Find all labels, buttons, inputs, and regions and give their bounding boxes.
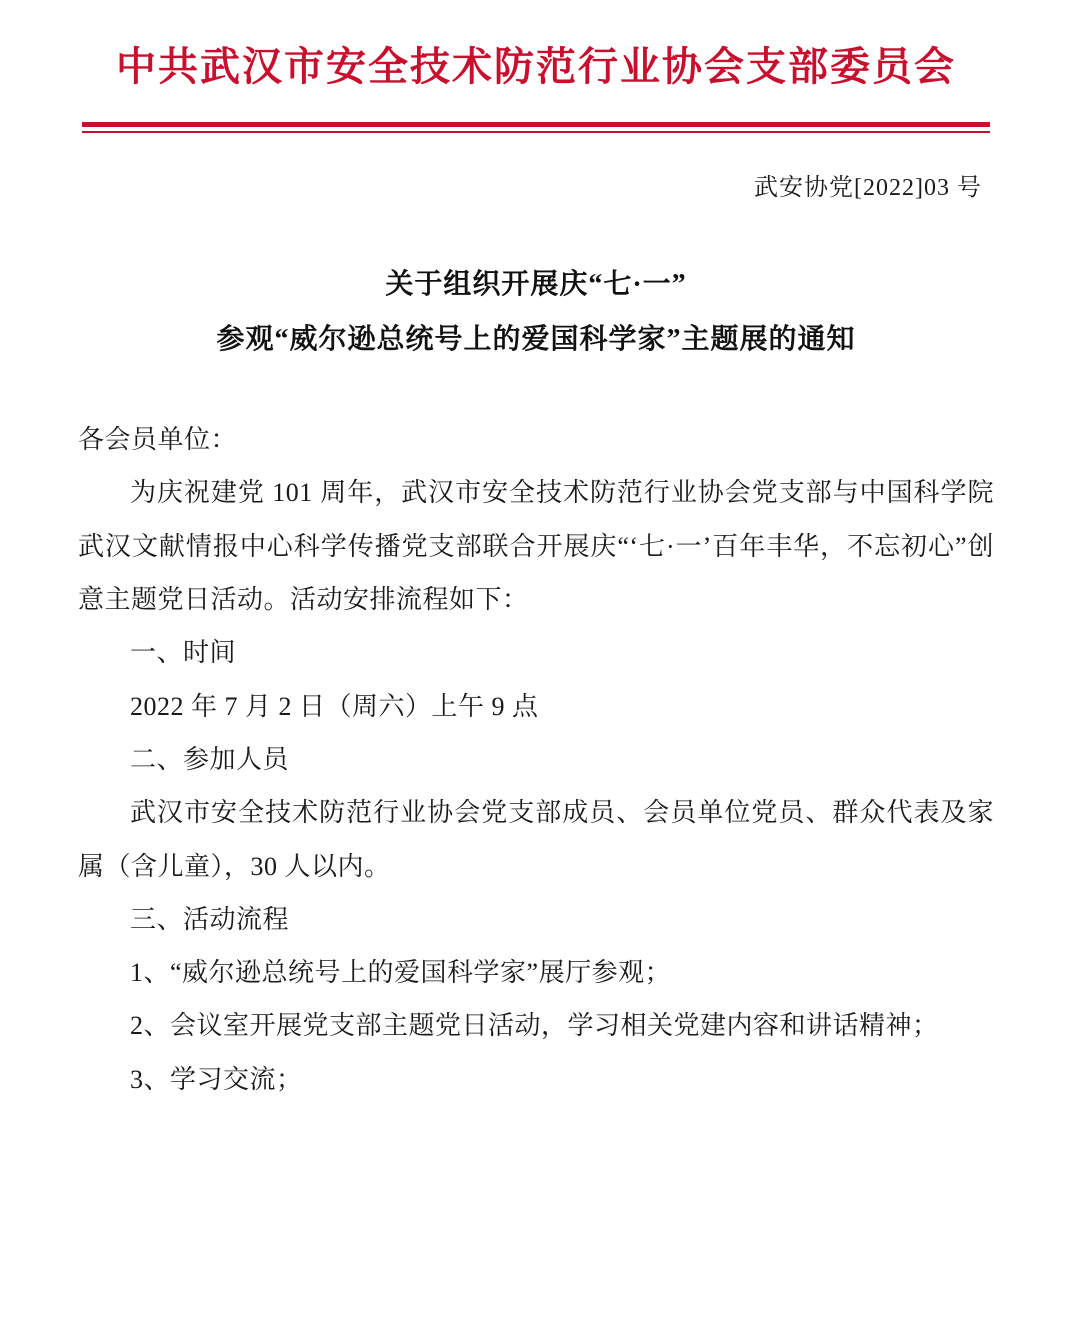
paragraph-section-1-heading: 一、时间 bbox=[130, 638, 237, 668]
paragraph-section-2-content: 武汉市安全技术防范行业协会党支部成员、会员单位党员、群众代表及家属（含儿童），30 人以内。 bbox=[78, 798, 994, 881]
paragraph-section-2-heading: 二、参加人员 bbox=[130, 744, 290, 774]
masthead-rule-thin bbox=[82, 131, 990, 133]
paragraph-salutation: 各会员单位： bbox=[78, 425, 238, 455]
paragraph-section-3-item-3: 3、学习交流； bbox=[130, 1064, 303, 1094]
doc-body bbox=[78, 413, 994, 1106]
doc-number-row bbox=[78, 167, 994, 202]
doc-title-line-1: 关于组织开展庆“七·一” bbox=[385, 269, 687, 300]
paragraph-section-3-item-1: 1、“威尔逊总统号上的爱国科学家”展厅参观； bbox=[130, 958, 672, 988]
paragraph-section-3-item-2: 2、会议室开展党支部主题党日活动，学习相关党建内容和讲话精神； bbox=[130, 1011, 939, 1041]
doc-title-line-2: 参观“威尔逊总统号上的爱国科学家”主题展的通知 bbox=[216, 323, 856, 355]
masthead bbox=[78, 0, 994, 133]
masthead-rule bbox=[78, 122, 994, 133]
paragraph-section-3-heading: 三、活动流程 bbox=[130, 904, 290, 934]
masthead-title: 中共武汉市安全技术防范行业协会支部委员会 bbox=[116, 44, 956, 89]
doc-number: 武安协党[2022]03 号 bbox=[754, 175, 982, 201]
doc-title bbox=[78, 258, 994, 367]
paragraph-section-1-content: 2022 年 7 月 2 日（周六）上午 9 点 bbox=[130, 691, 539, 721]
paragraph-intro: 为庆祝建党 101 周年，武汉市安全技术防范行业协会党支部与中国科学院武汉文献情报中心科学传播党支部联合开展庆“‘七·一’百年丰华，不忘初心”创意主题党日活动。活动安排流程如下： bbox=[78, 478, 994, 615]
